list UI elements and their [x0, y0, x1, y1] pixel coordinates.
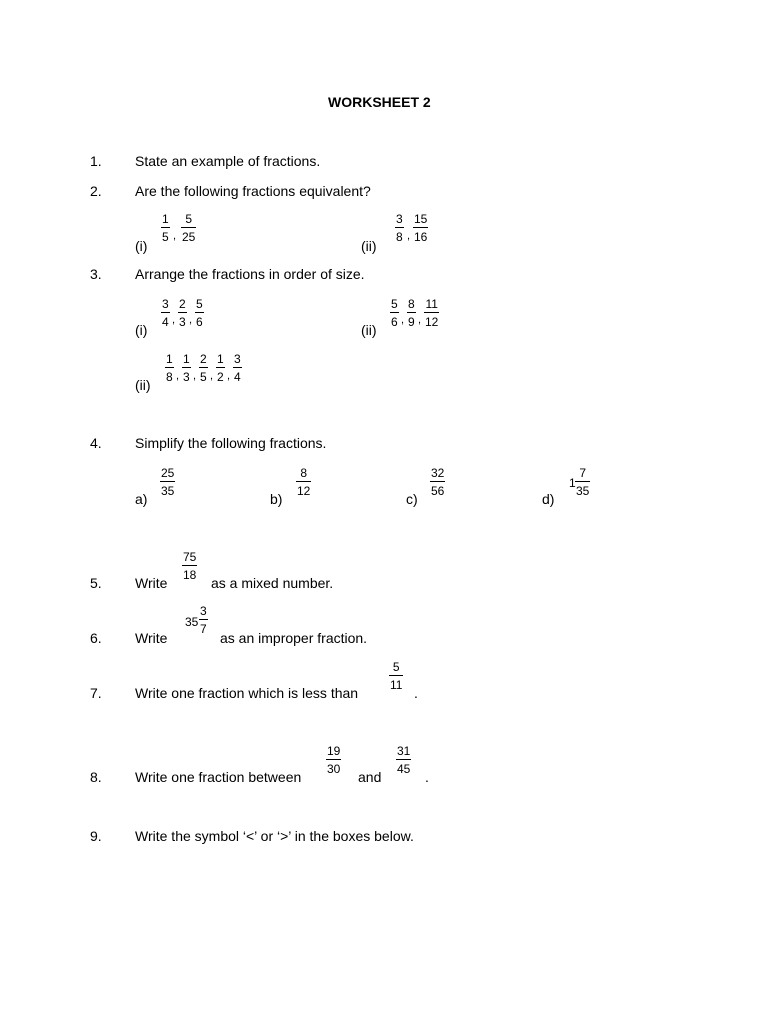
- denominator: 12: [297, 484, 311, 498]
- denominator: 45: [397, 762, 411, 776]
- numerator: 1: [217, 352, 224, 366]
- numerator: 1: [162, 212, 169, 226]
- numerator: 8: [300, 466, 308, 480]
- question-number: 6.: [90, 630, 102, 646]
- numerator: 11: [425, 297, 438, 311]
- fraction: [326, 744, 341, 776]
- fraction: [296, 466, 311, 498]
- denominator: 6: [196, 315, 203, 329]
- denominator: 3: [179, 315, 186, 329]
- denominator: 11: [390, 678, 403, 692]
- fraction: [390, 297, 399, 329]
- whole-number: 1: [569, 476, 576, 490]
- part-label: (ii): [361, 238, 377, 254]
- fraction: [395, 212, 404, 244]
- part-label: (i): [135, 238, 148, 254]
- question-number: 2.: [90, 183, 102, 199]
- denominator: 4: [234, 370, 241, 384]
- comma: ,: [193, 370, 197, 382]
- comma: ,: [173, 230, 177, 242]
- denominator: 9: [408, 315, 415, 329]
- numerator: 32: [431, 466, 445, 480]
- part-label: (ii): [135, 377, 151, 393]
- fraction: [396, 744, 411, 776]
- part-label: b): [270, 491, 283, 507]
- part-label: c): [406, 491, 418, 507]
- comma: ,: [176, 370, 180, 382]
- fraction: [199, 352, 208, 384]
- numerator: 2: [179, 297, 186, 311]
- whole-number: 35: [185, 615, 199, 629]
- denominator: 56: [431, 484, 445, 498]
- denominator: 30: [327, 762, 341, 776]
- denominator: 4: [162, 315, 169, 329]
- question-number: 9.: [90, 828, 102, 844]
- denominator: 18: [183, 568, 197, 582]
- question-text: as an improper fraction.: [220, 630, 368, 646]
- question-text: Simplify the following fractions.: [135, 435, 327, 451]
- question-text: as a mixed number.: [211, 575, 334, 591]
- fraction: [165, 352, 174, 384]
- fraction: [161, 212, 170, 244]
- numerator: 1: [166, 352, 173, 366]
- part-label: d): [542, 491, 555, 507]
- question-text: Are the following fractions equivalent?: [135, 183, 371, 199]
- denominator: 35: [576, 484, 590, 498]
- comma: ,: [401, 314, 405, 326]
- part-label: a): [135, 491, 148, 507]
- numerator: 15: [414, 212, 428, 226]
- comma: ,: [189, 314, 193, 326]
- numerator: 75: [183, 550, 197, 564]
- fraction: [216, 352, 225, 384]
- question-text: Arrange the fractions in order of size.: [135, 266, 365, 282]
- fraction: [160, 466, 175, 498]
- fraction: [195, 297, 204, 329]
- numerator: 3: [162, 297, 169, 311]
- part-label: (i): [135, 322, 148, 338]
- numerator: 3: [234, 352, 241, 366]
- period: .: [414, 685, 418, 701]
- question-number: 5.: [90, 575, 102, 591]
- fraction: [389, 660, 403, 692]
- comma: ,: [210, 370, 214, 382]
- comma: ,: [418, 314, 422, 326]
- question-text: Write the symbol ‘<’ or ‘>’ in the boxes below.: [135, 828, 414, 844]
- numerator: 2: [200, 352, 207, 366]
- denominator: 2: [217, 370, 224, 384]
- numerator: 3: [200, 604, 207, 618]
- fraction: [424, 297, 439, 329]
- fraction: [181, 212, 196, 244]
- fraction: [199, 604, 208, 636]
- question-number: 4.: [90, 435, 102, 451]
- denominator: 6: [391, 315, 398, 329]
- numerator: 7: [579, 466, 587, 480]
- period: .: [425, 769, 429, 785]
- denominator: 7: [200, 622, 207, 636]
- fraction: [233, 352, 242, 384]
- numerator: 5: [391, 297, 398, 311]
- fraction: [430, 466, 445, 498]
- numerator: 5: [196, 297, 203, 311]
- question-number: 1.: [90, 153, 102, 169]
- question-number: 8.: [90, 769, 102, 785]
- fraction: [407, 297, 416, 329]
- numerator: 3: [396, 212, 403, 226]
- fraction: [413, 212, 428, 244]
- denominator: 12: [425, 315, 439, 329]
- numerator: 31: [397, 744, 411, 758]
- question-text: Write: [135, 575, 168, 591]
- fraction: [182, 550, 197, 582]
- fraction: [161, 297, 170, 329]
- numerator: 5: [392, 660, 400, 674]
- denominator: 5: [200, 370, 207, 384]
- fraction: [182, 352, 191, 384]
- fraction: [575, 466, 590, 498]
- numerator: 1: [183, 352, 190, 366]
- question-number: 7.: [90, 685, 102, 701]
- fraction: [178, 297, 187, 329]
- denominator: 5: [162, 230, 169, 244]
- comma: ,: [172, 314, 176, 326]
- question-number: 3.: [90, 266, 102, 282]
- denominator: 8: [396, 230, 403, 244]
- denominator: 25: [182, 230, 196, 244]
- question-text: and: [358, 769, 382, 785]
- part-label: (ii): [361, 322, 377, 338]
- denominator: 8: [166, 370, 173, 384]
- question-text: Write one fraction which is less than: [135, 685, 359, 701]
- numerator: 19: [327, 744, 341, 758]
- page-title: WORKSHEET 2: [328, 94, 431, 110]
- question-text: State an example of fractions.: [135, 153, 321, 169]
- numerator: 25: [161, 466, 175, 480]
- question-text: Write one fraction between: [135, 769, 302, 785]
- numerator: 5: [185, 212, 193, 226]
- comma: ,: [227, 370, 231, 382]
- numerator: 8: [408, 297, 415, 311]
- comma: ,: [407, 230, 411, 242]
- denominator: 16: [414, 230, 428, 244]
- denominator: 3: [183, 370, 190, 384]
- question-text: Write: [135, 630, 168, 646]
- denominator: 35: [161, 484, 175, 498]
